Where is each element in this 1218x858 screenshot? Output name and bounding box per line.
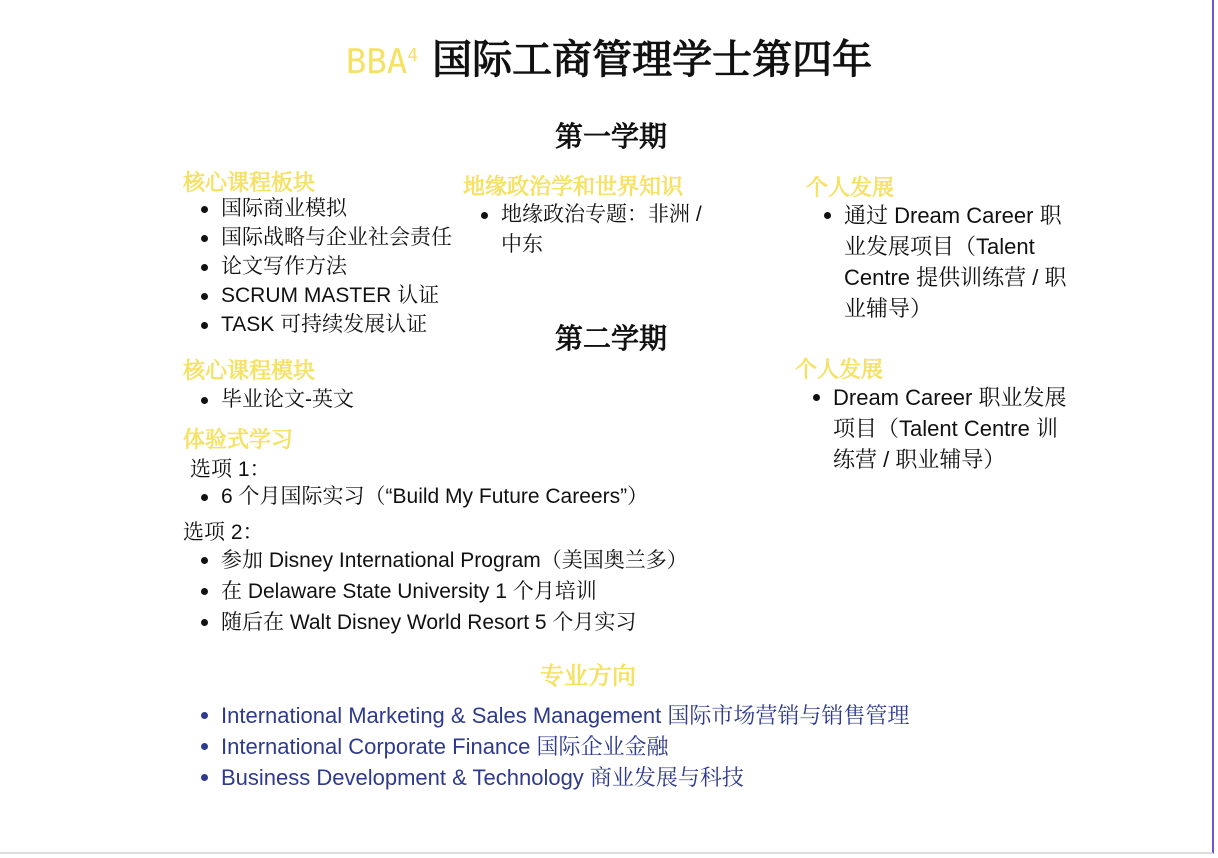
s2-personal-heading: 个人发展: [795, 357, 884, 382]
list-item: TASK 可持续发展认证: [183, 310, 452, 339]
semester2-heading: 第二学期: [555, 323, 668, 354]
list-item: International Corporate Finance 国际企业金融: [183, 731, 909, 762]
list-item: 通过 Dream Career 职业发展项目（Talent Centre 提供训练营 / 职业辅导）: [806, 200, 1076, 324]
option1-list: [183, 482, 648, 511]
list-item: Business Development & Technology 商业发展与科技: [183, 762, 909, 793]
specializations-list: [183, 700, 909, 793]
specializations-heading: 专业方向: [540, 663, 636, 690]
s1-core-list: [183, 194, 452, 339]
list-item: 随后在 Walt Disney World Resort 5 个月实习: [183, 607, 688, 638]
s1-personal-heading: 个人发展: [806, 175, 895, 200]
s1-personal-list: [806, 200, 1076, 324]
list-item: 地缘政治专题：非洲 / 中东: [463, 200, 728, 260]
page-title: [0, 28, 1218, 85]
program-name: 国际工商管理学士第四年: [432, 38, 873, 82]
s1-geo-list: [463, 200, 728, 260]
list-item: International Marketing & Sales Management 国际市场营销与销售管理: [183, 700, 909, 731]
list-item: SCRUM MASTER 认证: [183, 281, 452, 310]
s1-geo-heading: 地缘政治学和世界知识: [463, 174, 684, 199]
list-item: 在 Delaware State University 1 个月培训: [183, 576, 688, 607]
list-item: 6 个月国际实习（“Build My Future Careers”）: [183, 482, 648, 511]
s2-core-heading: 核心课程模块: [183, 358, 316, 383]
list-item: 毕业论文-英文: [183, 385, 354, 414]
s1-core-heading: 核心课程板块: [183, 170, 316, 195]
option1-label: 选项 1：: [190, 458, 271, 481]
list-item: 论文写作方法: [183, 252, 452, 281]
s2-core-list: [183, 385, 354, 414]
list-item: 国际商业模拟: [183, 194, 452, 223]
semester1-heading: 第一学期: [555, 121, 668, 152]
option2-list: [183, 545, 688, 638]
s2-personal-list: [795, 382, 1067, 475]
list-item: 国际战略与企业社会责任: [183, 223, 452, 252]
program-code: BBA$^4$: [345, 42, 419, 82]
option2-label: 选项 2：: [183, 521, 264, 544]
s2-experiential-heading: 体验式学习: [183, 427, 294, 452]
list-item: Dream Career 职业发展项目（Talent Centre 训练营 / 职业辅导）: [795, 382, 1067, 475]
list-item: 参加 Disney International Program（美国奥兰多）: [183, 545, 688, 576]
